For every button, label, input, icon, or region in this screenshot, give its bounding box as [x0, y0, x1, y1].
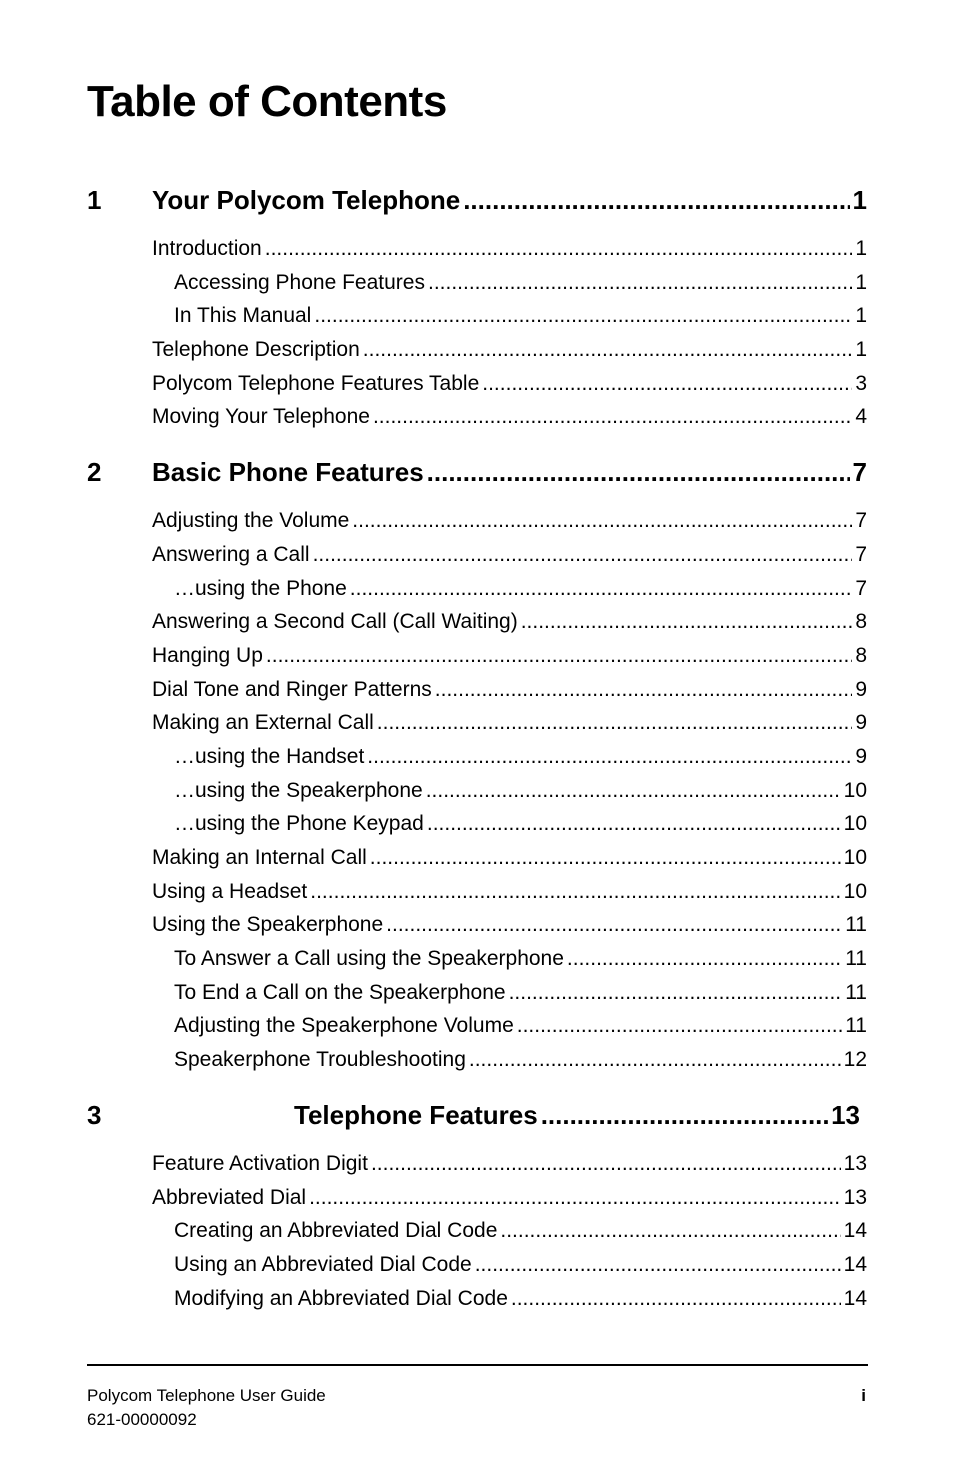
toc-entry-text: To End a Call on the Speakerphone [174, 980, 506, 1004]
toc-entry-text: Adjusting the Speakerphone Volume [174, 1014, 514, 1038]
page-title: Table of Contents [87, 77, 447, 126]
toc-entry[interactable] [174, 1248, 867, 1282]
chapter-entry [152, 180, 867, 220]
toc-entry-text: …using the Handset [174, 744, 365, 768]
dot-leader [435, 673, 853, 707]
toc-entry[interactable] [152, 841, 867, 875]
chapter-number: 1 [87, 185, 102, 215]
toc-entry[interactable] [174, 1282, 867, 1316]
chapter-1-entries [87, 232, 867, 434]
dot-leader [509, 976, 843, 1010]
footer-divider [87, 1364, 868, 1366]
dot-leader [386, 908, 842, 942]
chapter-entry [152, 452, 867, 492]
table-of-contents [87, 180, 867, 1333]
toc-entry[interactable] [174, 266, 867, 300]
toc-entry-page: 12 [843, 1048, 867, 1072]
chapter-page: 13 [831, 1099, 860, 1130]
toc-entry-page: 10 [843, 846, 867, 869]
dot-leader [266, 639, 852, 673]
toc-entry[interactable] [174, 774, 867, 808]
toc-entry[interactable] [152, 333, 867, 367]
dot-leader [463, 180, 849, 220]
toc-entry-text: Answering a Second Call (Call Waiting) [152, 610, 518, 634]
toc-entry-text: Moving Your Telephone [152, 405, 370, 429]
dot-leader [427, 807, 841, 841]
chapter-heading-2[interactable] [87, 452, 867, 492]
toc-entry-page: 9 [855, 677, 867, 701]
dot-leader [370, 841, 841, 875]
chapter-title: Basic Phone Features [152, 457, 424, 488]
dot-leader [427, 452, 850, 492]
toc-entry-page: 10 [843, 778, 867, 802]
chapter-entry [294, 1095, 860, 1135]
toc-entry[interactable] [174, 299, 867, 333]
chapter-title: Your Polycom Telephone [152, 185, 461, 215]
toc-entry-page: 7 [855, 576, 867, 600]
dot-leader [521, 605, 853, 639]
chapter-heading-3[interactable] [87, 1095, 867, 1135]
toc-entry-text: Using the Speakerphone [152, 913, 384, 937]
chapter-page: 7 [852, 457, 867, 488]
chapter-3-entries [87, 1147, 867, 1315]
dot-leader [469, 1043, 841, 1077]
chapter-number: 3 [87, 1099, 102, 1130]
toc-entry[interactable] [152, 605, 867, 639]
toc-entry[interactable] [152, 232, 867, 266]
toc-entry[interactable] [152, 1181, 867, 1215]
toc-entry-text: Feature Activation Digit [152, 1151, 368, 1175]
dot-leader [310, 875, 840, 909]
toc-entry-text: Hanging Up [152, 643, 263, 667]
toc-entry-text: Using a Headset [152, 879, 308, 903]
toc-entry[interactable] [152, 538, 867, 572]
dot-leader [567, 942, 842, 976]
toc-entry-page: 1 [855, 338, 867, 362]
toc-entry-page: 8 [855, 643, 867, 667]
toc-entry-text: Making an External Call [152, 711, 374, 735]
chapter-2-entries [87, 504, 867, 1077]
toc-entry-text: Creating an Abbreviated Dial Code [174, 1219, 498, 1243]
dot-leader [367, 740, 852, 774]
toc-entry-text: Telephone Description [152, 338, 360, 362]
toc-entry[interactable] [174, 1009, 867, 1043]
toc-entry-page: 8 [855, 610, 867, 634]
toc-entry[interactable] [174, 1043, 867, 1077]
dot-leader [373, 400, 852, 434]
toc-entry-page: 11 [845, 1014, 867, 1038]
toc-entry-text: To Answer a Call using the Speakerphone [174, 947, 564, 971]
dot-leader [309, 1181, 841, 1215]
dot-leader [541, 1095, 828, 1135]
toc-entry[interactable] [174, 807, 867, 841]
toc-entry[interactable] [174, 572, 867, 606]
toc-entry-page: 9 [855, 744, 867, 768]
toc-entry-page: 4 [855, 405, 867, 429]
toc-entry-page: 1 [855, 237, 867, 260]
toc-entry[interactable] [174, 942, 867, 976]
toc-entry[interactable] [174, 1214, 867, 1248]
dot-leader [428, 266, 852, 300]
toc-entry-text: Abbreviated Dial [152, 1185, 307, 1209]
toc-entry-text: …using the Phone [174, 576, 347, 600]
toc-entry-page: 11 [845, 913, 867, 937]
toc-entry-text: Introduction [152, 237, 262, 260]
toc-entry-text: Using an Abbreviated Dial Code [174, 1252, 472, 1276]
toc-entry-page: 14 [843, 1252, 867, 1276]
toc-entry-page: 11 [845, 947, 867, 971]
toc-entry-text: Speakerphone Troubleshooting [174, 1048, 466, 1072]
dot-leader [475, 1248, 841, 1282]
footer-guide-title: Polycom Telephone User Guide [87, 1386, 326, 1405]
dot-leader [314, 299, 852, 333]
toc-entry[interactable] [152, 504, 867, 538]
toc-entry-text: Making an Internal Call [152, 846, 367, 869]
footer-info [87, 1384, 326, 1432]
dot-leader [313, 538, 853, 572]
toc-entry-page: 14 [843, 1219, 867, 1243]
toc-entry-text: Dial Tone and Ringer Patterns [152, 677, 432, 701]
dot-leader [500, 1214, 840, 1248]
toc-entry-page: 1 [855, 304, 867, 328]
chapter-heading-1[interactable] [87, 180, 867, 220]
dot-leader [426, 774, 841, 808]
toc-entry-text: Adjusting the Volume [152, 509, 350, 533]
footer-doc-number: 621-00000092 [87, 1410, 197, 1429]
toc-entry-text: Polycom Telephone Features Table [152, 371, 480, 395]
footer-page-number: i [861, 1386, 866, 1405]
chapter-title: Telephone Features [294, 1099, 538, 1130]
toc-entry-page: 14 [843, 1286, 867, 1310]
dot-leader [377, 706, 853, 740]
toc-entry-page: 13 [843, 1185, 867, 1209]
toc-entry[interactable] [152, 1147, 867, 1181]
chapter-page: 1 [852, 185, 867, 215]
toc-entry[interactable] [174, 740, 867, 774]
toc-entry-text: …using the Speakerphone [174, 778, 423, 802]
toc-entry-page: 10 [843, 879, 867, 903]
toc-entry-page: 3 [855, 371, 867, 395]
toc-entry[interactable] [152, 706, 867, 740]
dot-leader [517, 1009, 842, 1043]
toc-entry-text: …using the Phone Keypad [174, 812, 424, 836]
toc-entry[interactable] [152, 908, 867, 942]
toc-entry[interactable] [152, 367, 867, 401]
toc-entry-text: Answering a Call [152, 542, 310, 566]
dot-leader [350, 572, 853, 606]
dot-leader [371, 1147, 841, 1181]
chapter-number: 2 [87, 457, 102, 488]
toc-entry-text: Accessing Phone Features [174, 270, 425, 294]
toc-entry[interactable] [152, 673, 867, 707]
toc-entry-text: In This Manual [174, 304, 312, 328]
toc-entry[interactable] [152, 875, 867, 909]
toc-entry[interactable] [152, 639, 867, 673]
toc-entry-page: 1 [855, 270, 867, 294]
toc-entry-page: 10 [843, 812, 867, 836]
toc-entry[interactable] [174, 976, 867, 1010]
toc-entry-page: 13 [843, 1151, 867, 1175]
dot-leader [363, 333, 853, 367]
dot-leader [265, 232, 853, 266]
toc-entry-page: 7 [855, 509, 867, 533]
toc-entry-page: 11 [845, 980, 867, 1004]
dot-leader [482, 367, 852, 401]
toc-entry-text: Modifying an Abbreviated Dial Code [174, 1286, 508, 1310]
toc-entry-page: 9 [855, 711, 867, 735]
toc-entry[interactable] [152, 400, 867, 434]
dot-leader [511, 1282, 841, 1316]
dot-leader [352, 504, 852, 538]
toc-entry-page: 7 [855, 542, 867, 566]
